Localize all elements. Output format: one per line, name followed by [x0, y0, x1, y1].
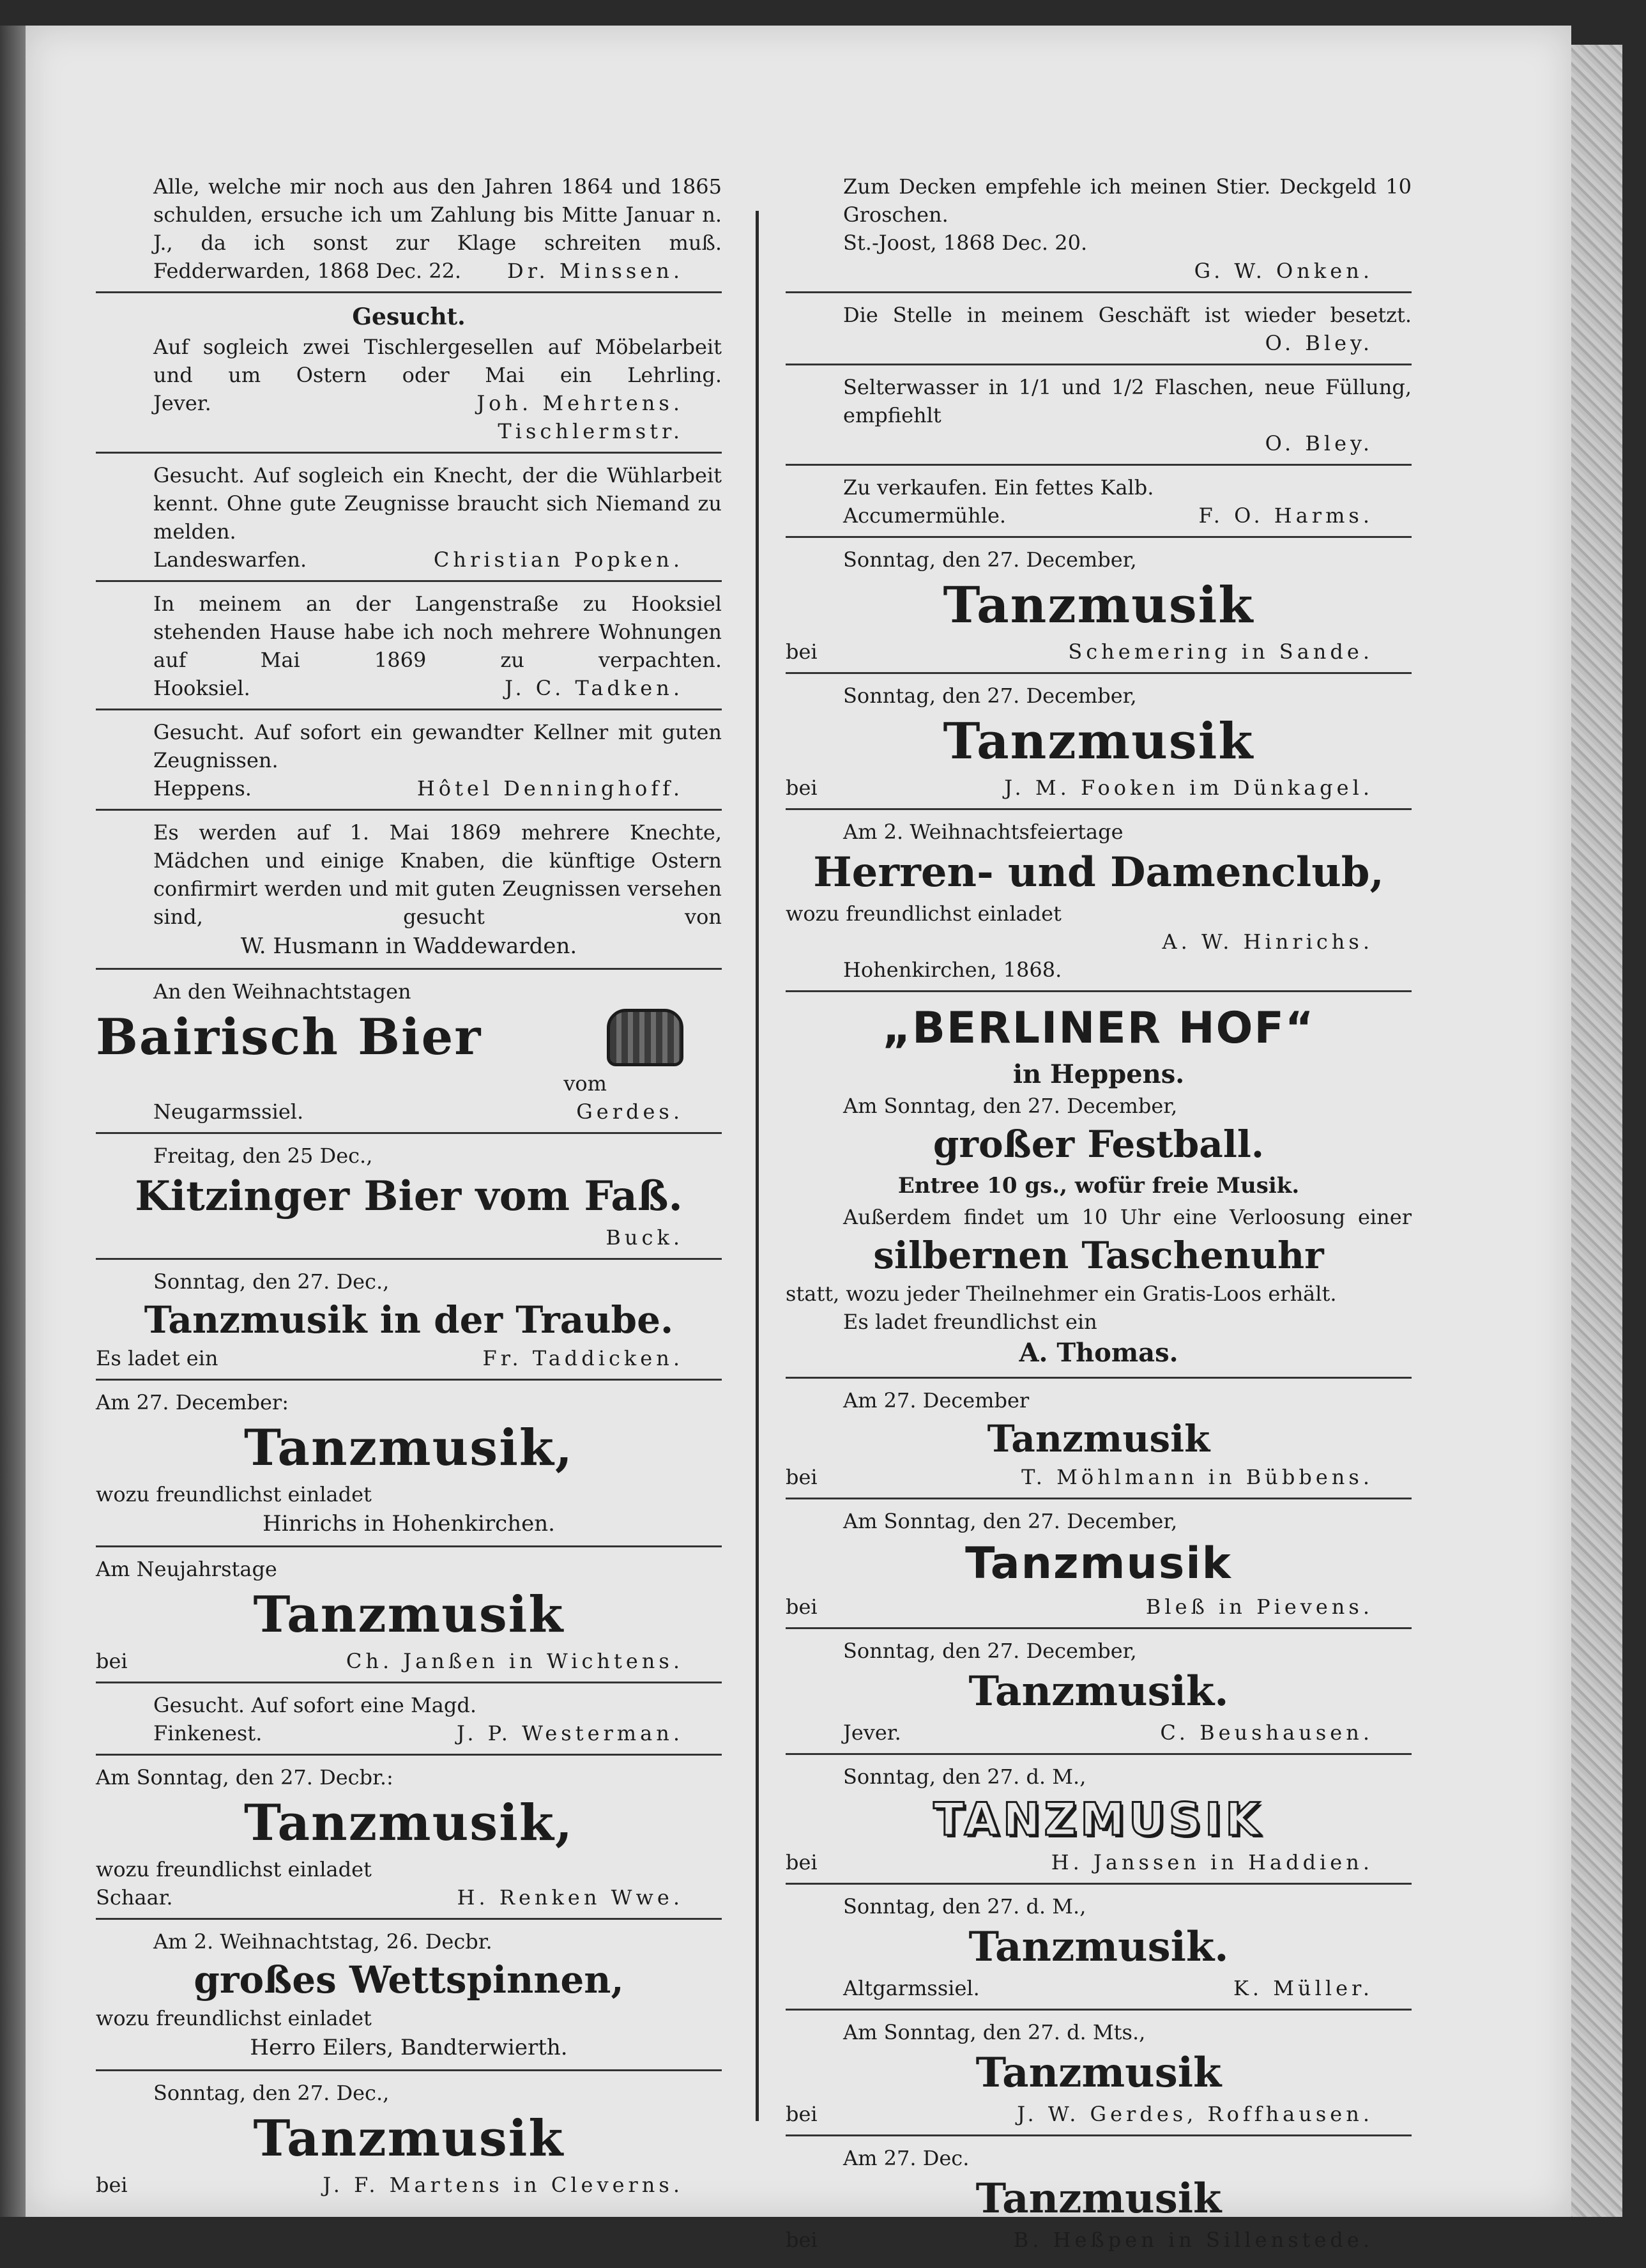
ad-headline: Tanzmusik.	[968, 1923, 1229, 1971]
ad-farmhand-wanted	[96, 461, 722, 582]
ad-signature: A. W. Hinrichs.	[1162, 930, 1373, 954]
ad-headline: „BERLINER HOF“	[882, 1003, 1315, 1054]
ad-intro: Am 27. Dec.	[843, 2146, 970, 2170]
ad-waiter-wanted	[96, 718, 722, 811]
ad-place: Hooksiel.	[153, 676, 250, 700]
ad-headline: Tanzmusik	[253, 1586, 565, 1644]
ad-intro: Sonntag, den 27. d. M.,	[843, 1765, 1086, 1789]
ad-dance-traube	[96, 1268, 722, 1381]
ad-festball: großer Festball.	[933, 1123, 1265, 1166]
ad-line: wozu freundlichst einladet	[96, 2006, 372, 2030]
ad-signature: O. Bley.	[1265, 331, 1373, 355]
ad-place: Finkenest.	[153, 1721, 263, 1745]
ad-intro: Sonntag, den 27. Dec.,	[153, 2081, 390, 2105]
ad-text: Zum Decken empfehle ich meinen Stier. Deckgeld 10 Groschen.	[843, 174, 1412, 227]
ad-place-date: Hohenkirchen, 1868.	[843, 958, 1062, 982]
ad-club	[786, 818, 1412, 992]
ad-signature: Dr. Minssen.	[507, 259, 683, 283]
ad-bei: bei	[786, 640, 818, 664]
ad-dance-duenkagel	[786, 682, 1412, 810]
ad-signature: W. Husmann in Waddewarden.	[240, 933, 577, 959]
ad-servants-wanted	[96, 818, 722, 970]
ad-dance-hohenkirchen	[96, 1388, 722, 1547]
ad-kitzinger-beer	[96, 1142, 722, 1260]
right-column	[786, 172, 1412, 2268]
ad-signature: A. Thomas.	[1019, 1338, 1178, 1368]
ad-spinning	[96, 1927, 722, 2071]
ad-place: Jever.	[843, 1720, 901, 1745]
ad-text: In meinem an der Langenstraße zu Hooksiel stehenden Hause habe ich noch mehrere Wohnungen auf Mai 1869 zu verpachten.	[153, 592, 722, 672]
ad-signature: G. W. Onken.	[1194, 259, 1373, 283]
ad-signature: Joh. Mehrtens.	[476, 391, 683, 415]
ad-headline: TANZMUSIK	[933, 1793, 1264, 1846]
ad-bull-service	[786, 172, 1412, 293]
ad-signature: Hôtel Denninghoff.	[416, 776, 683, 801]
ad-headline: Tanzmusik	[253, 2110, 565, 2168]
ad-debt-notice	[96, 172, 722, 293]
ad-intro: Am 27. December:	[96, 1390, 289, 1414]
ad-text2: statt, wozu jeder Theilnehmer ein Gratis-Loos erhält.	[786, 1282, 1337, 1306]
ad-signature: Gerdes.	[576, 1100, 683, 1124]
ad-line: wozu freundlichst einladet	[96, 1857, 372, 1881]
ad-signature: Ch. Janßen in Wichtens.	[346, 1649, 683, 1673]
ad-bei: bei	[786, 1850, 818, 1874]
left-column	[96, 172, 722, 2213]
ad-intro: Am Sonntag, den 27. Decbr.:	[96, 1765, 393, 1789]
ad-headline: Herren- und Damenclub,	[813, 848, 1384, 896]
ad-bei: bei	[96, 2173, 128, 2197]
ad-bei: bei	[786, 776, 818, 800]
ad-headline: Bairisch Bier	[96, 1008, 482, 1066]
ad-entree: Entree 10 gs., wofür freie Musik.	[897, 1173, 1300, 1199]
ad-vom: vom	[563, 1071, 607, 1096]
ad-signature: Christian Popken.	[433, 548, 683, 572]
ad-intro: Sonntag, den 27. December,	[843, 684, 1137, 708]
ad-place: Altgarmssiel.	[843, 1976, 980, 2000]
ad-signature: Hinrichs in Hohenkirchen.	[263, 1511, 555, 1536]
ad-signature: T. Möhlmann in Bübbens.	[1021, 1465, 1373, 1489]
ad-invite: Es ladet ein	[96, 1346, 218, 1370]
ad-place: Landeswarfen.	[153, 548, 307, 572]
ad-heading: Gesucht.	[352, 303, 466, 330]
ad-signature: Buck.	[606, 1225, 683, 1250]
beer-barrel-icon	[607, 1009, 683, 1066]
ad-bei: bei	[96, 1649, 128, 1673]
ad-text: Selterwasser in 1/1 und 1/2 Flaschen, neue Füllung, empfiehlt	[843, 375, 1412, 427]
ad-signature: Bleß in Pievens.	[1145, 1595, 1373, 1619]
ad-signature: O. Bley.	[1265, 431, 1373, 456]
ad-intro: An den Weihnachtstagen	[153, 979, 411, 1004]
ad-signature-title: Tischlermstr.	[498, 419, 683, 443]
ad-signature: Herro Eilers, Bandterwierth.	[250, 2035, 568, 2060]
ad-intro: Sonntag, den 27. December,	[843, 1639, 1137, 1663]
ad-text: Zu verkaufen. Ein fettes Kalb.	[843, 475, 1154, 500]
ad-dance-schaar	[96, 1763, 722, 1920]
ad-line: wozu freundlichst einladet	[786, 901, 1062, 926]
ad-text: Gesucht. Auf sofort eine Magd.	[153, 1693, 476, 1717]
ad-place: Schaar.	[96, 1885, 173, 1910]
ad-dance-cleverns	[96, 2079, 722, 2205]
ad-place: Heppens.	[153, 776, 252, 801]
ad-line: Es ladet freundlichst ein	[843, 1310, 1097, 1334]
ad-signature: K. Müller.	[1233, 1976, 1373, 2000]
ad-headline: Tanzmusik	[965, 1538, 1232, 1589]
ad-carpenters-wanted	[96, 301, 722, 454]
ad-text: Gesucht. Auf sogleich ein Knecht, der die Wühlarbeit kennt. Ohne gute Zeugnisse braucht sich Niemand zu melden.	[153, 463, 722, 544]
ad-intro: Sonntag, den 27. Dec.,	[153, 1269, 390, 1294]
column-divider	[756, 211, 759, 2121]
ad-signature: J. M. Fooken im Dünkagel.	[1004, 776, 1373, 800]
ad-headline: Tanzmusik	[943, 712, 1254, 770]
ad-intro: Sonntag, den 27. d. M.,	[843, 1894, 1086, 1919]
ad-dance-wichtens	[96, 1555, 722, 1683]
ad-place: Accumermühle.	[843, 503, 1007, 528]
ad-dance-altgarmssiel	[786, 1892, 1412, 2011]
ad-bei: bei	[786, 1465, 818, 1489]
ad-place-date: Fedderwarden, 1868 Dec. 22.	[153, 259, 462, 283]
ad-line: wozu freundlichst einladet	[96, 1482, 372, 1506]
ad-text: Gesucht. Auf sofort ein gewandter Kellner mit guten Zeugnissen.	[153, 720, 722, 772]
ad-signature: C. Beushausen.	[1160, 1720, 1373, 1745]
ad-dance-sillenstede	[786, 2144, 1412, 2260]
ad-headline: Kitzinger Bier vom Faß.	[135, 1172, 683, 1220]
ad-intro: Am Sonntag, den 27. December,	[843, 1094, 1178, 1118]
ad-bei: bei	[786, 2228, 818, 2252]
ad-berliner-hof	[786, 1000, 1412, 1379]
ad-headline: Tanzmusik	[987, 1417, 1210, 1460]
ad-dance-haddien	[786, 1763, 1412, 1885]
ad-intro: Freitag, den 25 Dec.,	[153, 1144, 373, 1168]
page-binding	[0, 26, 26, 2217]
ad-calf-sale	[786, 473, 1412, 538]
ad-signature: H. Janssen in Haddien.	[1051, 1850, 1373, 1874]
ad-headline: Tanzmusik,	[243, 1794, 574, 1852]
ad-intro: Am Sonntag, den 27. December,	[843, 1509, 1178, 1533]
ad-dance-pievens	[786, 1507, 1412, 1629]
ad-signature: J. P. Westerman.	[456, 1721, 683, 1745]
ad-dance-jever	[786, 1637, 1412, 1755]
ad-headline: großes Wettspinnen,	[194, 1958, 624, 2002]
ad-dance-roffhausen	[786, 2018, 1412, 2136]
ad-bavarian-beer	[96, 977, 722, 1134]
ad-seltzer	[786, 373, 1412, 466]
ad-headline: Tanzmusik	[943, 576, 1254, 634]
ad-signature: Schemering in Sande.	[1068, 640, 1373, 664]
ad-text: Außerdem findet um 10 Uhr eine Verloosung einer	[843, 1205, 1412, 1229]
ad-headline: Tanzmusik,	[243, 1419, 574, 1477]
ad-apartments	[96, 590, 722, 710]
ad-intro: Am 2. Weihnachtsfeiertage	[843, 820, 1124, 844]
ad-position-filled	[786, 301, 1412, 365]
ad-signature: F. O. Harms.	[1198, 503, 1373, 528]
ad-intro: Am 2. Weihnachtstag, 26. Decbr.	[153, 1929, 492, 1954]
ad-dance-buebbens	[786, 1386, 1412, 1499]
ad-intro: Am 27. December	[843, 1388, 1030, 1413]
ad-intro: Am Neujahrstage	[96, 1557, 277, 1581]
ad-text: Alle, welche mir noch aus den Jahren 1864 und 1865 schulden, ersuche ich um Zahlung bis Mitte Januar n. J., da ich sonst zur Klage schreiten muß.	[153, 174, 722, 255]
ad-signature: B. Heßpen in Sillenstede.	[1013, 2228, 1373, 2252]
ad-signature: J. W. Gerdes, Roffhausen.	[1017, 2102, 1373, 2126]
ad-dance-sande	[786, 546, 1412, 674]
ad-intro: Am Sonntag, den 27. d. Mts.,	[843, 2020, 1146, 2044]
ad-text: Die Stelle in meinem Geschäft ist wieder besetzt.	[843, 303, 1412, 327]
ad-headline: Tanzmusik in der Traube.	[144, 1298, 674, 1342]
ad-text: Auf sogleich zwei Tischlergesellen auf Möbelarbeit und um Ostern oder Mai ein Lehrling.	[153, 335, 722, 387]
ad-place-date: St.-Joost, 1868 Dec. 20.	[843, 231, 1088, 255]
ad-place: Jever.	[153, 391, 211, 415]
ad-text: Es werden auf 1. Mai 1869 mehrere Knechte, Mädchen und einige Knaben, die künftige Ostern confirmirt werden und mit guten Zeugnissen versehen sind, gesucht von	[153, 820, 722, 929]
ad-signature: J. C. Tadken.	[505, 676, 683, 700]
ad-place: Neugarmssiel.	[153, 1100, 304, 1124]
ad-pocketwatch: silbernen Taschenuhr	[873, 1234, 1324, 1277]
ad-headline: Tanzmusik.	[968, 1667, 1229, 1715]
ad-maid-wanted	[96, 1691, 722, 1756]
ad-headline: Tanzmusik	[975, 2049, 1222, 2097]
ad-intro: Sonntag, den 27. December,	[843, 548, 1137, 572]
ad-subheadline: in Heppens.	[1012, 1059, 1185, 1089]
ad-signature: J. F. Martens in Cleverns.	[323, 2173, 683, 2197]
ad-signature: H. Renken Wwe.	[457, 1885, 683, 1910]
ad-bei: bei	[786, 1595, 818, 1619]
ad-headline: Tanzmusik	[975, 2175, 1222, 2223]
ad-signature: Fr. Taddicken.	[482, 1346, 683, 1370]
ad-bei: bei	[786, 2102, 818, 2126]
